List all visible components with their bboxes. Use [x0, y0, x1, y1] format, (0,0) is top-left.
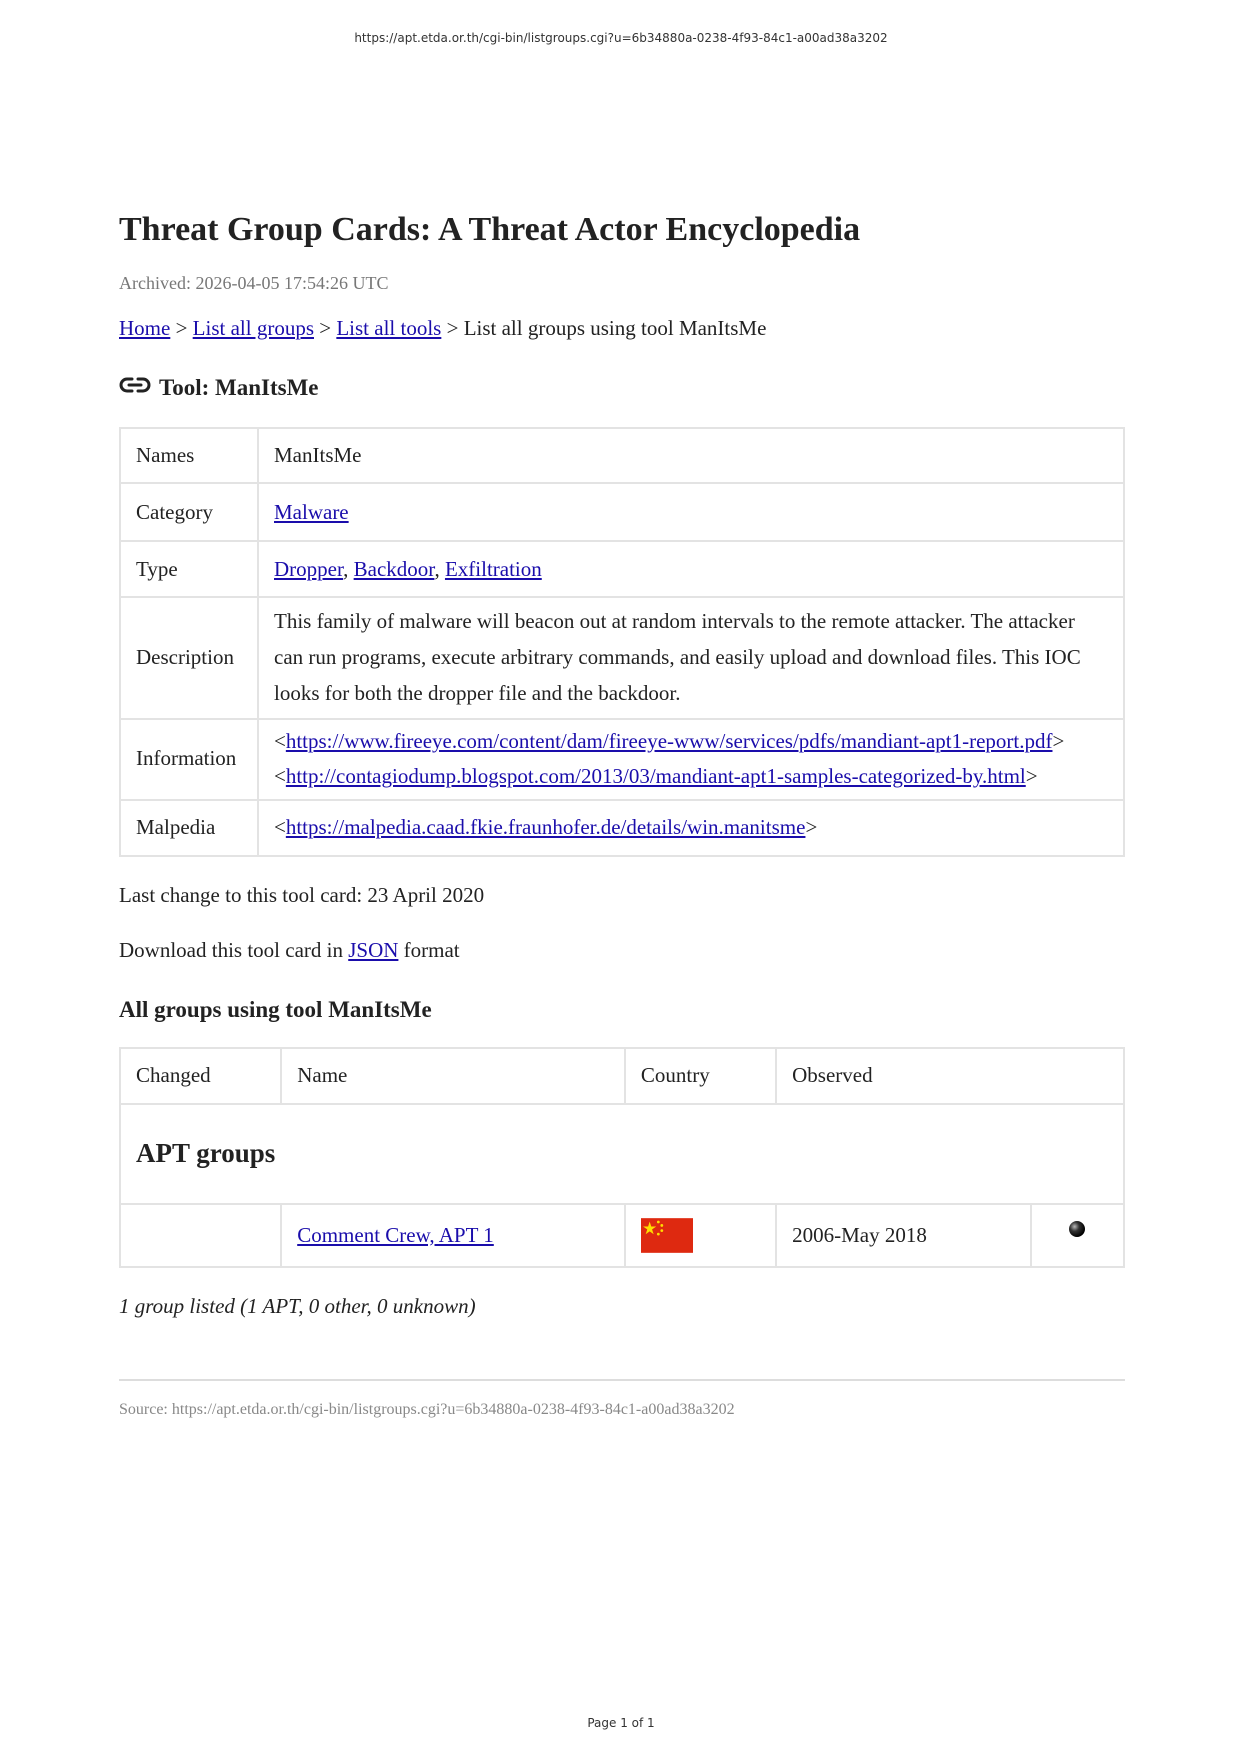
changed-cell — [120, 1204, 281, 1267]
category-label: Category — [120, 483, 258, 541]
breadcrumb-separator: > — [446, 315, 459, 340]
section-title-cell — [120, 1104, 1124, 1204]
description-label: Description — [120, 597, 258, 718]
page-content — [119, 210, 1125, 1419]
table-row — [120, 719, 1124, 800]
china-flag-icon — [641, 1218, 693, 1253]
status-cell — [1031, 1204, 1124, 1267]
bracket-close: > — [805, 814, 818, 839]
column-header-name: Name — [281, 1048, 625, 1104]
download-text — [119, 938, 1125, 963]
bracket-close: > — [1052, 728, 1065, 753]
groups-table — [119, 1047, 1125, 1268]
bracket-close: > — [1025, 764, 1038, 789]
section-title: APT groups — [136, 1138, 276, 1169]
source-url-text: Source: https://apt.etda.or.th/cgi-bin/listgroups.cgi?u=6b34880a-0238-4f93-84c1-a00ad38a3202 — [119, 1400, 735, 1418]
breadcrumb-separator: > — [175, 315, 188, 340]
column-header-observed: Observed — [776, 1048, 1124, 1104]
table-header-row — [120, 1048, 1124, 1104]
breadcrumb-home-link[interactable]: Home — [119, 315, 171, 340]
description-value: This family of malware will beacon out at random intervals to the remote attacker. The attacker can run programs, execute arbitrary commands, and easily upload and download files. This IOC looks for both the dropper file and the backdoor. — [258, 597, 1124, 718]
names-value: ManItsMe — [258, 428, 1124, 484]
bracket-open: < — [274, 764, 286, 789]
type-exfiltration-link[interactable]: Exfiltration — [444, 556, 542, 581]
table-row — [120, 428, 1124, 484]
information-value — [258, 719, 1124, 800]
groups-heading: All groups using tool ManItsMe — [119, 996, 432, 1022]
download-prefix: Download this tool card in — [119, 937, 343, 962]
page-title: Threat Group Cards: A Threat Actor Encyclopedia — [119, 211, 861, 248]
table-row — [120, 541, 1124, 597]
bracket-open: < — [274, 728, 286, 753]
breadcrumb-separator: > — [319, 315, 332, 340]
section-row — [120, 1104, 1124, 1204]
type-separator: , — [343, 556, 349, 581]
table-row — [120, 483, 1124, 541]
download-json-link[interactable]: JSON — [348, 937, 399, 962]
groups-summary: 1 group listed (1 APT, 0 other, 0 unknown) — [119, 1293, 476, 1318]
information-link-fireeye[interactable]: https://www.fireeye.com/content/dam/fireeye-www/services/pdfs/mandiant-apt1-report.pdf — [285, 728, 1053, 753]
print-footer-page-number: Page 1 of 1 — [587, 1716, 655, 1730]
breadcrumb — [119, 316, 1125, 341]
black-dot-icon — [1068, 1220, 1086, 1238]
archived-timestamp: Archived: 2026-04-05 17:54:26 UTC — [119, 272, 389, 293]
bracket-open: < — [274, 814, 286, 839]
country-cell — [625, 1204, 776, 1267]
information-label: Information — [120, 719, 258, 800]
group-link-comment-crew[interactable]: Comment Crew, APT 1 — [297, 1222, 494, 1247]
tool-heading — [119, 375, 1125, 401]
malpedia-link[interactable]: https://malpedia.caad.fkie.fraunhofer.de/details/win.manitsme — [285, 814, 806, 839]
type-label: Type — [120, 541, 258, 597]
observed-cell: 2006-May 2018 — [776, 1204, 1030, 1267]
download-suffix: format — [403, 937, 460, 962]
category-value — [258, 483, 1124, 541]
information-link-contagio[interactable]: http://contagiodump.blogspot.com/2013/03/mandiant-apt1-samples-categorized-by.html — [285, 764, 1026, 789]
breadcrumb-current: List all groups using tool ManItsMe — [463, 315, 767, 340]
last-change-text: Last change to this tool card: 23 April 2020 — [119, 882, 485, 907]
breadcrumb-list-tools-link[interactable]: List all tools — [336, 315, 442, 340]
tool-heading-text: Tool: ManItsMe — [159, 374, 319, 400]
breadcrumb-list-groups-link[interactable]: List all groups — [192, 315, 314, 340]
print-header-url: https://apt.etda.or.th/cgi-bin/listgroups.cgi?u=6b34880a-0238-4f93-84c1-a00ad38a3202 — [354, 31, 888, 45]
divider — [119, 1379, 1125, 1381]
table-row — [120, 1204, 1124, 1267]
table-row — [120, 800, 1124, 856]
category-malware-link[interactable]: Malware — [274, 499, 349, 524]
column-header-country: Country — [625, 1048, 776, 1104]
link-icon — [119, 375, 151, 395]
tool-info-table — [119, 427, 1125, 857]
column-header-changed: Changed — [120, 1048, 281, 1104]
malpedia-value — [258, 800, 1124, 856]
type-separator: , — [434, 556, 440, 581]
type-backdoor-link[interactable]: Backdoor — [353, 556, 435, 581]
type-dropper-link[interactable]: Dropper — [274, 556, 344, 581]
malpedia-label: Malpedia — [120, 800, 258, 856]
names-label: Names — [120, 428, 258, 484]
table-row — [120, 597, 1124, 718]
type-value — [258, 541, 1124, 597]
name-cell — [281, 1204, 625, 1267]
